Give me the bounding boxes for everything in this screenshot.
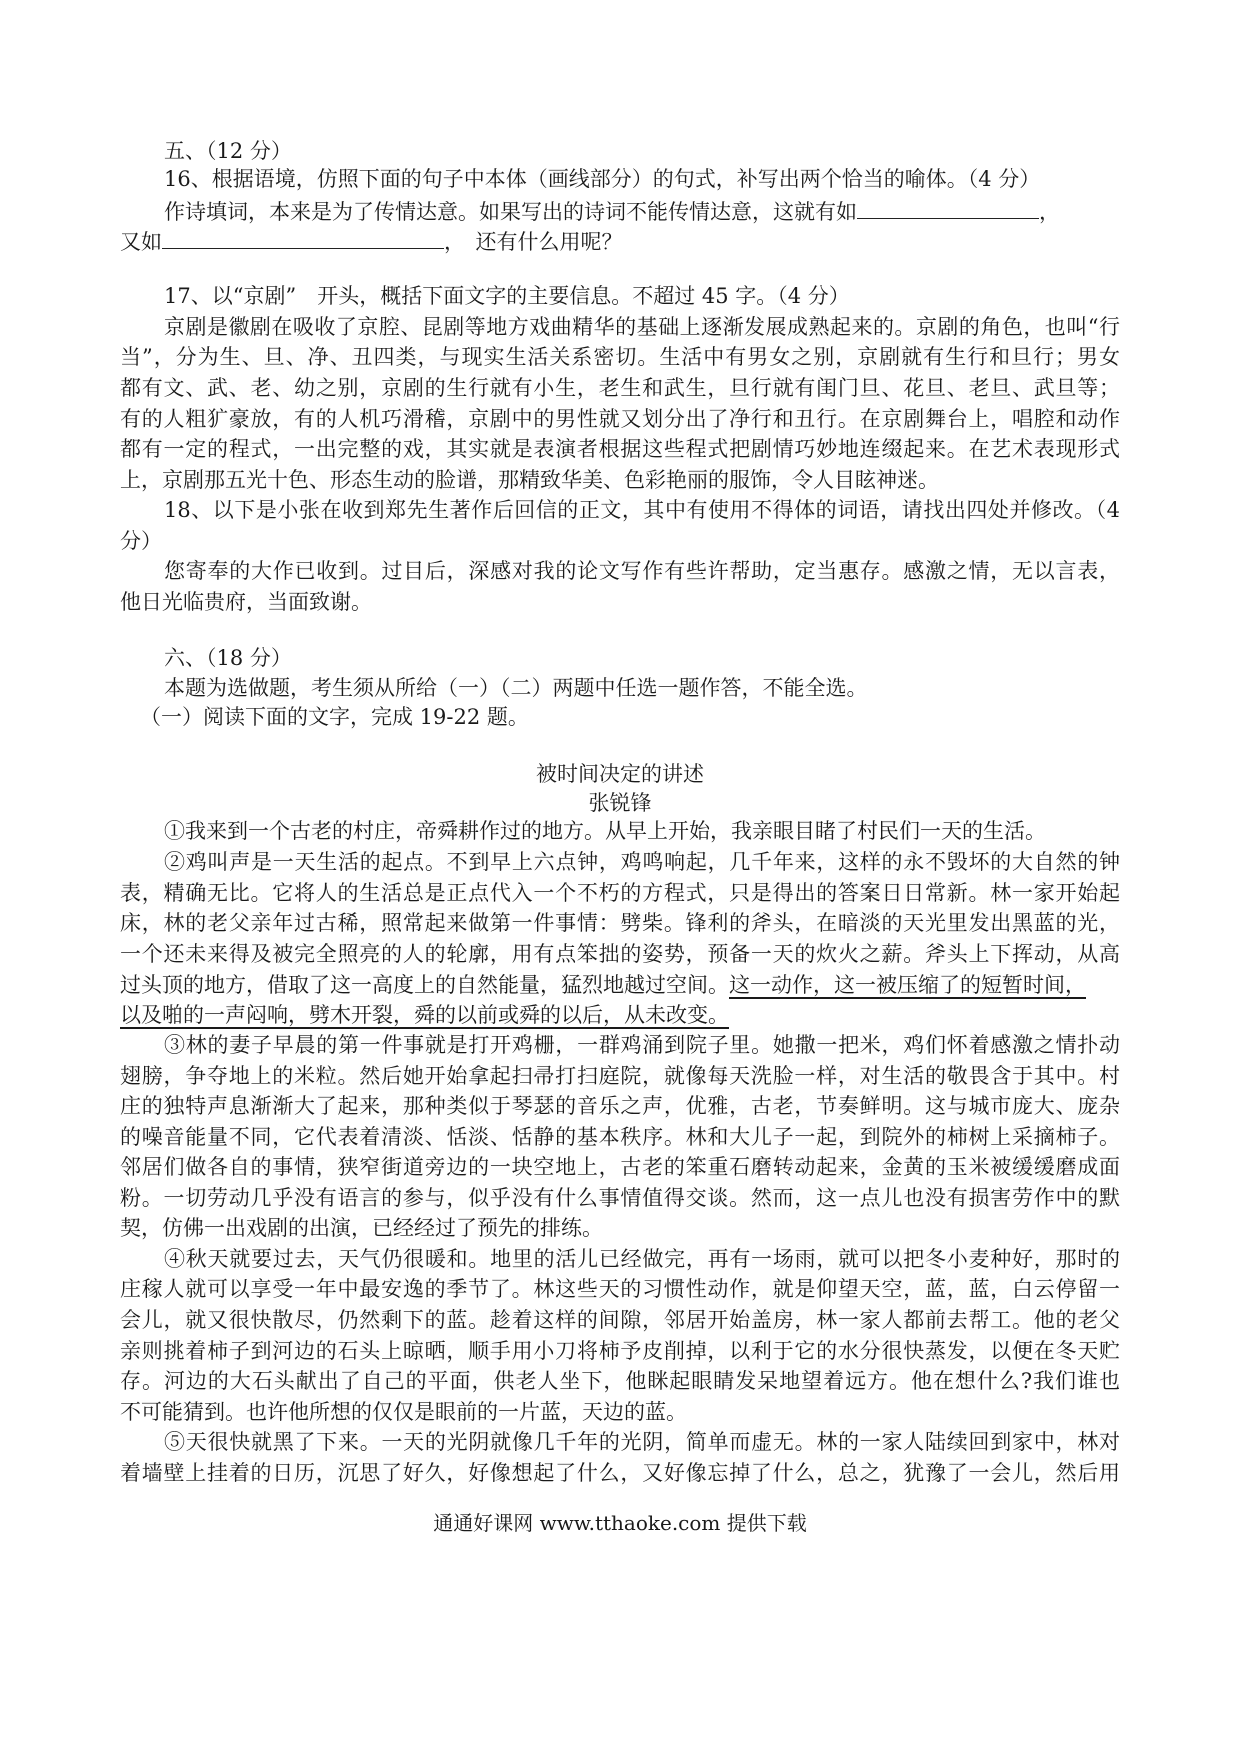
q16-line1-end: ， (1039, 200, 1060, 224)
section6-subinstruction: （一）阅读下面的文字，完成 19-22 题。 (140, 705, 529, 729)
q16-line2-end: ， 还有什么用呢？ (444, 230, 623, 254)
article-line: 邻居们做各自的事情，狭窄街道旁边的一块空地上，古老的笨重石磨转动起来，金黄的玉米被缓缓磨成面 (120, 1155, 1120, 1179)
article-line: ②鸡叫声是一天生活的起点。不到早上六点钟，鸡鸣响起，几千年来，这样的永不毁坏的大自然的钟 (164, 850, 1120, 874)
article-line: ④秋天就要过去，天气仍很暖和。地里的活儿已经做完，再有一场雨，就可以把冬小麦种好，那时的 (164, 1247, 1120, 1271)
q17-line: 都有一定的程式，一出完整的戏，其实就是表演者根据这些程式把剧情巧妙地连缀起来。在艺术表现形式 (120, 437, 1120, 461)
article-title: 被时间决定的讲述 (536, 762, 704, 786)
article-line: 着墙壁上挂着的日历，沉思了好久，好像想起了什么，又好像忘掉了什么，总之，犹豫了一会儿，然后用 (120, 1461, 1120, 1485)
article-line: 粉。一切劳动几乎没有语言的参与，似乎没有什么事情值得交谈。然而，这一点儿也没有损害劳作中的默 (120, 1186, 1120, 1210)
q18-line: 您寄奉的大作已收到。过目后，深感对我的论文写作有些许帮助，定当惠存。感激之情，无以言表， (164, 559, 1120, 583)
article-line: 庄的独特声息渐渐大了起来，那种类似于琴瑟的音乐之声，优雅，古老，节奏鲜明。这与城市庞大、庞杂 (120, 1094, 1120, 1118)
section5-heading: 五、（12 分） (164, 139, 292, 163)
page-footer: 通通好课网 www.tthaoke.com 提供下载 (433, 1511, 807, 1535)
article-line: 翅膀，争夺地上的米粒。然后她开始拿起扫帚打扫庭院，就像每天洗脸一样，对生活的敬畏含于其中。村 (120, 1064, 1120, 1088)
article-line: ③林的妻子早晨的第一件事就是打开鸡栅，一群鸡涌到院子里。她撒一把米，鸡们怀着感激之情扑动 (164, 1033, 1120, 1057)
q17-line: 当”，分为生、旦、净、丑四类，与现实生活关系密切。生活中有男女之别，京剧就有生行和旦行；男女 (120, 345, 1120, 369)
article-author: 张锐锋 (588, 791, 652, 815)
q18-prompt-cont: 分） (120, 529, 162, 553)
article-line: 庄稼人就可以享受一年中最安逸的季节了。林这些天的习惯性动作，就是仰望天空，蓝，蓝，白云停留一 (120, 1277, 1120, 1301)
article-line (120, 971, 1120, 999)
article-line: 一个还未来得及被完全照亮的人的轮廓，用有点笨拙的姿势，预备一天的炊火之薪。斧头上下挥动，从高 (120, 942, 1120, 966)
q18-prompt: 18、以下是小张在收到郑先生著作后回信的正文，其中有使用不得体的词语，请找出四处并修改。（4 (164, 498, 1120, 522)
q17-prompt: 17、以“京剧” 开头，概括下面文字的主要信息。不超过 45 字。（4 分） (164, 284, 850, 308)
article-line: 亲则挑着柿子到河边的石头上晾晒，顺手用小刀将柿予皮削掉，以利于它的水分很快蒸发，以便在冬天贮 (120, 1339, 1120, 1363)
article-line: ⑤天很快就黑了下来。一天的光阴就像几千年的光阴，简单而虚无。林的一家人陆续回到家中，林对 (164, 1430, 1120, 1454)
section6-instruction: 本题为选做题，考生须从所给（一）（二）两题中任选一题作答，不能全选。 (164, 676, 868, 700)
article-line: 的噪音能量不同，它代表着清淡、恬淡、恬静的基本秩序。林和大儿子一起，到院外的柿树上采摘柿子。 (120, 1125, 1120, 1149)
q16-line2 (120, 226, 623, 256)
section6-heading: 六、（18 分） (164, 646, 292, 670)
underlined-sentence: 这一动作，这一被压缩了的短暂时间， (729, 973, 1086, 997)
article-line: 不可能猜到。也许他所想的仅仅是眼前的一片蓝，天边的蓝。 (120, 1400, 687, 1424)
q17-line: 都有文、武、老、幼之别，京剧的生行就有小生，老生和武生，旦行就有闺门旦、花旦、老旦、武旦等； (120, 376, 1120, 400)
article-line-text: 过头顶的地方，借取了这一高度上的自然能量，猛烈地越过空间。 (120, 973, 729, 997)
q17-line: 京剧是徽剧在吸收了京腔、昆剧等地方戏曲精华的基础上逐渐发展成熟起来的。京剧的角色，也叫“行 (164, 315, 1120, 339)
q16-line1-text: 作诗填词，本来是为了传情达意。如果写出的诗词不能传情达意，这就有如 (164, 200, 857, 224)
underlined-sentence: 以及啪的一声闷响，劈木开裂，舜的以前或舜的以后，从未改变。 (120, 1003, 729, 1027)
q18-line: 他日光临贵府，当面致谢。 (120, 590, 372, 614)
q17-line: 上，京剧那五光十色、形态生动的脸谱，那精致华美、色彩艳丽的服饰，令人目眩神迷。 (120, 468, 939, 492)
answer-blank-2[interactable] (162, 226, 444, 249)
article-line: 床，林的老父亲年过古稀，照常起来做第一件事情：劈柴。锋利的斧头，在暗淡的天光里发出黑蓝的光， (120, 911, 1120, 935)
q17-line: 有的人粗犷豪放，有的人机巧滑稽，京剧中的男性就又划分出了净行和丑行。在京剧舞台上，唱腔和动作 (120, 407, 1120, 431)
article-line: 存。河边的大石头献出了自己的平面，供老人坐下，他眯起眼睛发呆地望着远方。他在想什么?我们谁也 (120, 1369, 1120, 1393)
q16-line2-start: 又如 (120, 230, 162, 254)
q16-prompt: 16、根据语境，仿照下面的句子中本体（画线部分）的句式，补写出两个恰当的喻体。（4 分） (164, 167, 1041, 191)
article-line (120, 1001, 729, 1029)
answer-blank-1[interactable] (857, 196, 1039, 219)
article-line: 会儿，就又很快散尽，仍然剩下的蓝。趁着这样的间隙，邻居开始盖房，林一家人都前去帮工。他的老父 (120, 1308, 1120, 1332)
article-line: 契，仿佛一出戏剧的出演，已经经过了预先的排练。 (120, 1216, 603, 1240)
article-line: ①我来到一个古老的村庄，帝舜耕作过的地方。从早上开始，我亲眼目睹了村民们一天的生活。 (164, 819, 1046, 843)
article-line: 表，精确无比。它将人的生活总是正点代入一个不朽的方程式，只是得出的答案日日常新。林一家开始起 (120, 881, 1120, 905)
q16-line1 (164, 196, 1120, 226)
